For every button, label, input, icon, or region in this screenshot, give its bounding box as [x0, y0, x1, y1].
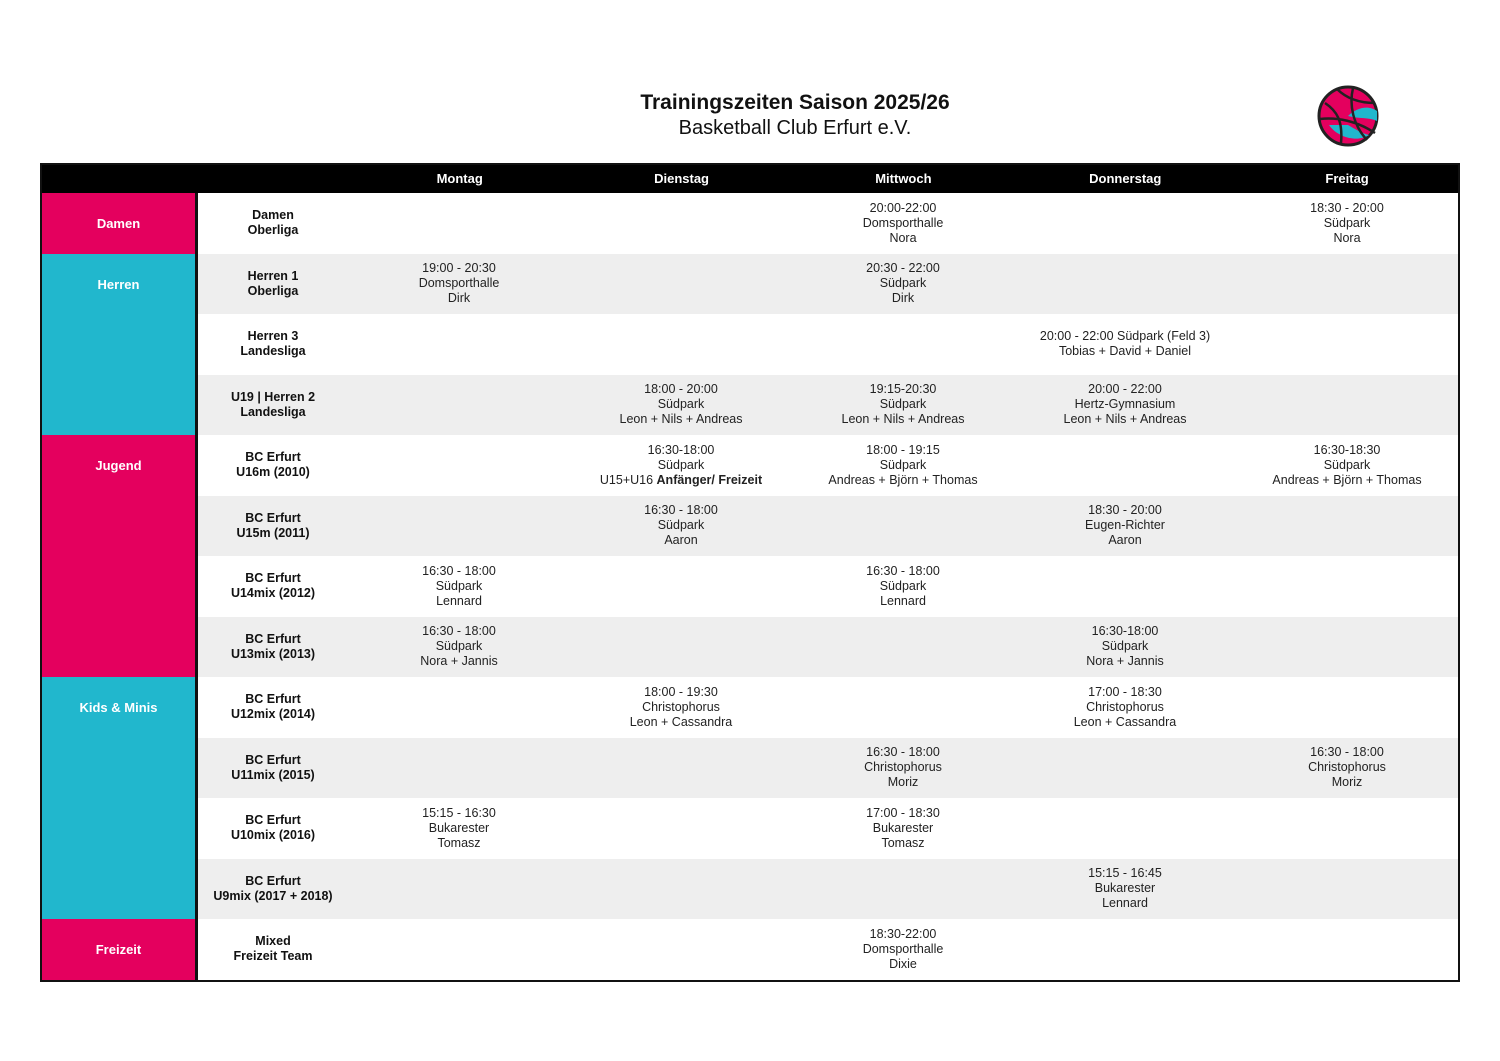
table-row: [198, 193, 1458, 254]
schedule-line: Lennard: [436, 593, 482, 608]
schedule-line: 18:30 - 20:00: [1088, 503, 1162, 518]
schedule-line: 18:30-22:00: [869, 926, 937, 941]
schedule-cell-do: [1014, 496, 1236, 557]
day-header-friday: Freitag: [1325, 171, 1369, 186]
table-row: [198, 375, 1458, 436]
schedule-line: [600, 473, 762, 488]
team-name-line: BC Erfurt: [245, 813, 301, 828]
schedule-line: Aaron: [664, 533, 698, 548]
day-header-wednesday: Mittwoch: [875, 171, 932, 186]
schedule-line: 16:30 - 18:00: [866, 745, 940, 760]
schedule-cell-mi: [792, 496, 1014, 557]
schedule-line: Hertz-Gymnasium: [1074, 397, 1176, 412]
schedule-line: Südpark: [879, 578, 927, 593]
team-name-line: U10mix (2016): [230, 828, 316, 843]
schedule-line: Südpark: [1323, 215, 1371, 230]
schedule-cell-di: [570, 617, 792, 678]
team-name-line: BC Erfurt: [245, 752, 301, 767]
team-name: [198, 193, 348, 254]
team-name: [198, 375, 348, 436]
schedule-cell-di: [570, 375, 792, 436]
schedule-cell-fr: [1236, 798, 1458, 859]
team-name-line: Oberliga: [247, 283, 299, 298]
schedule-line: Dirk: [447, 291, 471, 306]
schedule-line: Andreas + Björn + Thomas: [828, 472, 978, 487]
team-name-line: Oberliga: [247, 223, 299, 238]
schedule-cell-di: [570, 314, 792, 375]
schedule-cell-do: [1014, 798, 1236, 859]
schedule-cell-do: [1014, 677, 1236, 738]
schedule-line: 15:15 - 16:45: [1088, 866, 1162, 881]
category-herren: Herren: [42, 254, 195, 436]
schedule-line: Andreas + Björn + Thomas: [1272, 472, 1422, 487]
category-kids-minis: Kids & Minis: [42, 677, 195, 919]
schedule-line: 16:30 - 18:00: [422, 563, 496, 578]
schedule-cell-fr: [1236, 314, 1458, 375]
schedule-cell-mi: [792, 677, 1014, 738]
team-name-line: Landesliga: [240, 404, 306, 419]
schedule-line: Nora: [1333, 230, 1361, 245]
day-header-monday: Montag: [436, 171, 483, 186]
team-name-line: BC Erfurt: [245, 510, 301, 525]
schedule-cell-do: [1014, 738, 1236, 799]
schedule-cell-di: [570, 435, 792, 496]
team-name-line: Mixed: [255, 934, 291, 949]
schedule-line: Eugen-Richter: [1085, 518, 1165, 533]
schedule-cell-mo: [348, 617, 570, 678]
schedule-line: Südpark: [435, 578, 483, 593]
basketball-logo-icon: [1317, 85, 1379, 147]
schedule-line: 16:30-18:00: [1091, 624, 1159, 639]
category-column: [42, 193, 198, 980]
page-header: [0, 90, 1500, 141]
schedule-line: Domsporthalle: [418, 276, 500, 291]
schedule-line: Leon + Cassandra: [629, 714, 733, 729]
table-row: [198, 314, 1458, 375]
header-team-spacer: [199, 165, 349, 193]
team-name-line: BC Erfurt: [245, 692, 301, 707]
schedule-line: 20:00 - 22:00 Südpark (Feld 3): [1039, 329, 1211, 344]
schedule-line: 20:00 - 22:00: [1088, 382, 1162, 397]
schedule-line: Tomasz: [881, 835, 925, 850]
schedule-line: Leon + Nils + Andreas: [841, 412, 965, 427]
schedule-cell-mi: [792, 919, 1014, 980]
schedule-line: 20:00-22:00: [869, 200, 937, 215]
category-freizeit: Freizeit: [42, 919, 195, 980]
schedule-line: Nora + Jannis: [1086, 654, 1164, 669]
schedule-line: Südpark: [879, 457, 927, 472]
page-subtitle: Basketball Club Erfurt e.V.: [678, 117, 912, 139]
schedule-line: Lennard: [880, 593, 926, 608]
schedule-cell-mo: [348, 677, 570, 738]
schedule-cell-mi: [792, 193, 1014, 254]
schedule-line: Nora: [889, 230, 917, 245]
table-row: [198, 254, 1458, 315]
schedule-line: Bukarester: [1094, 881, 1156, 896]
schedule-line: Christophorus: [1308, 760, 1386, 775]
schedule-cell-mi: [792, 859, 1014, 920]
schedule-cell-di: [570, 798, 792, 859]
team-name: [198, 677, 348, 738]
header-category-spacer: [42, 165, 199, 193]
team-name-line: U12mix (2014): [230, 707, 316, 722]
schedule-line: 19:00 - 20:30: [422, 261, 496, 276]
schedule-cell-fr: [1236, 435, 1458, 496]
schedule-cell-mo: [348, 556, 570, 617]
schedule-line: Dirk: [891, 291, 915, 306]
schedule-line: 16:30 - 18:00: [1310, 745, 1384, 760]
team-name-line: U9mix (2017 + 2018): [213, 888, 333, 903]
schedule-note: U15+U16: [599, 472, 657, 487]
category-damen: Damen: [42, 193, 195, 254]
schedule-line: Südpark: [657, 457, 705, 472]
schedule-line: Moriz: [1331, 775, 1363, 790]
schedule-cell-mo: [348, 435, 570, 496]
category-jugend: Jugend: [42, 435, 195, 677]
schedule-cell-mo: [348, 496, 570, 557]
schedule-line: 20:30 - 22:00: [866, 261, 940, 276]
team-name-line: Herren 3: [247, 329, 299, 344]
schedule-line: 15:15 - 16:30: [422, 805, 496, 820]
team-name: [198, 919, 348, 980]
schedule-line: Aaron: [1108, 533, 1142, 548]
schedule-line: Leon + Nils + Andreas: [619, 412, 743, 427]
schedule-line: 18:00 - 20:00: [644, 382, 718, 397]
schedule-line: Südpark: [657, 397, 705, 412]
schedule-cell-do: [1014, 556, 1236, 617]
schedule-cell-mo: [348, 254, 570, 315]
team-name-line: BC Erfurt: [245, 571, 301, 586]
schedule-line: 19:15-20:30: [869, 382, 937, 397]
schedule-cell-di: [570, 496, 792, 557]
schedule-cell-mi: [792, 617, 1014, 678]
team-name-line: BC Erfurt: [245, 873, 301, 888]
schedule-cell-mi: [792, 556, 1014, 617]
team-name: [198, 314, 348, 375]
team-name: [198, 496, 348, 557]
schedule-cell-mi: [792, 375, 1014, 436]
day-header-thursday: Donnerstag: [1089, 171, 1162, 186]
schedule-line: Christophorus: [642, 699, 720, 714]
schedule-cell-mi: [792, 798, 1014, 859]
schedule-cell-fr: [1236, 254, 1458, 315]
schedule-cell-di: [570, 919, 792, 980]
page-title: Trainingszeiten Saison 2025/26: [640, 91, 950, 114]
schedule-line: Bukarester: [428, 820, 490, 835]
schedule-cell-mo: [348, 798, 570, 859]
schedule-line: Südpark: [1101, 639, 1149, 654]
schedule-cell-do: [1014, 919, 1236, 980]
schedule-line: Dixie: [889, 956, 917, 971]
schedule-cell-fr: [1236, 617, 1458, 678]
schedule-line: 16:30 - 18:00: [422, 624, 496, 639]
schedule-line: 17:00 - 18:30: [1088, 684, 1162, 699]
team-name: [198, 435, 348, 496]
schedule-cell-fr: [1236, 919, 1458, 980]
team-name: [198, 798, 348, 859]
schedule-line: Tobias + David + Daniel: [1058, 344, 1192, 359]
schedule-line: Bukarester: [872, 820, 934, 835]
team-name-line: U16m (2010): [236, 465, 310, 480]
schedule-line: 16:30 - 18:00: [866, 563, 940, 578]
schedule-cell-do: [1014, 314, 1236, 375]
team-name: [198, 254, 348, 315]
schedule-cell-mo: [348, 738, 570, 799]
schedule-line: Domsporthalle: [862, 941, 944, 956]
team-name-line: BC Erfurt: [245, 631, 301, 646]
table-row: [198, 798, 1458, 859]
schedule-line: Südpark: [657, 518, 705, 533]
team-name-line: Landesliga: [240, 344, 306, 359]
schedule-cell-mo: [348, 859, 570, 920]
schedule-line: Nora + Jannis: [420, 654, 498, 669]
team-name: [198, 859, 348, 920]
schedule-line: Moriz: [887, 775, 919, 790]
schedule-line: Südpark: [879, 276, 927, 291]
schedule-cell-do: [1014, 617, 1236, 678]
table-row: [198, 677, 1458, 738]
schedule-cell-fr: [1236, 859, 1458, 920]
schedule-cell-mi: [792, 254, 1014, 315]
schedule-line: Christophorus: [864, 760, 942, 775]
schedule-cell-di: [570, 677, 792, 738]
schedule-cell-do: [1014, 435, 1236, 496]
schedule-cell-do: [1014, 859, 1236, 920]
schedule-line: 18:00 - 19:15: [866, 442, 940, 457]
schedule-line: Leon + Cassandra: [1073, 714, 1177, 729]
table-header-row: [42, 165, 1458, 193]
team-name-line: Freizeit Team: [233, 949, 313, 964]
training-schedule-table: [40, 163, 1460, 982]
schedule-cell-do: [1014, 254, 1236, 315]
team-name-line: U11mix (2015): [231, 767, 315, 782]
table-row: [198, 435, 1458, 496]
schedule-cell-fr: [1236, 738, 1458, 799]
schedule-cell-mo: [348, 314, 570, 375]
schedule-line: 18:00 - 19:30: [644, 684, 718, 699]
table-row: [198, 859, 1458, 920]
schedule-line: 16:30 - 18:00: [644, 503, 718, 518]
schedule-cell-fr: [1236, 496, 1458, 557]
team-name: [198, 617, 348, 678]
schedule-rows: [198, 193, 1458, 980]
schedule-line: Tomasz: [437, 835, 481, 850]
schedule-cell-di: [570, 193, 792, 254]
schedule-cell-fr: [1236, 556, 1458, 617]
schedule-line: 16:30-18:30: [1313, 442, 1381, 457]
table-row: [198, 617, 1458, 678]
team-name-line: U15m (2011): [236, 525, 310, 540]
schedule-line: 17:00 - 18:30: [866, 805, 940, 820]
schedule-cell-di: [570, 738, 792, 799]
schedule-line: Lennard: [1102, 896, 1148, 911]
schedule-cell-mi: [792, 738, 1014, 799]
schedule-line: Leon + Nils + Andreas: [1063, 412, 1187, 427]
schedule-cell-mi: [792, 314, 1014, 375]
schedule-note-bold: Anfänger/ Freizeit: [656, 472, 763, 487]
schedule-line: Südpark: [879, 397, 927, 412]
schedule-cell-mo: [348, 919, 570, 980]
table-row: [198, 919, 1458, 980]
schedule-cell-mo: [348, 193, 570, 254]
schedule-cell-di: [570, 556, 792, 617]
schedule-line: Domsporthalle: [862, 215, 944, 230]
schedule-cell-mo: [348, 375, 570, 436]
team-name-line: Herren 1: [247, 268, 299, 283]
schedule-cell-mi: [792, 435, 1014, 496]
team-name-line: U19 | Herren 2: [230, 389, 316, 404]
schedule-cell-di: [570, 254, 792, 315]
schedule-line: Christophorus: [1086, 699, 1164, 714]
team-name-line: U14mix (2012): [230, 586, 316, 601]
team-name: [198, 556, 348, 617]
schedule-cell-fr: [1236, 677, 1458, 738]
schedule-cell-di: [570, 859, 792, 920]
schedule-cell-do: [1014, 375, 1236, 436]
schedule-line: 16:30-18:00: [647, 442, 715, 457]
schedule-line: Südpark: [435, 639, 483, 654]
table-row: [198, 738, 1458, 799]
day-header-tuesday: Dienstag: [654, 171, 709, 186]
schedule-cell-fr: [1236, 193, 1458, 254]
schedule-line: 18:30 - 20:00: [1310, 200, 1384, 215]
table-row: [198, 556, 1458, 617]
team-name: [198, 738, 348, 799]
team-name-line: Damen: [252, 208, 294, 223]
schedule-line: Südpark: [1323, 457, 1371, 472]
team-name-line: U13mix (2013): [230, 646, 316, 661]
schedule-cell-do: [1014, 193, 1236, 254]
schedule-cell-fr: [1236, 375, 1458, 436]
table-row: [198, 496, 1458, 557]
team-name-line: BC Erfurt: [245, 450, 301, 465]
